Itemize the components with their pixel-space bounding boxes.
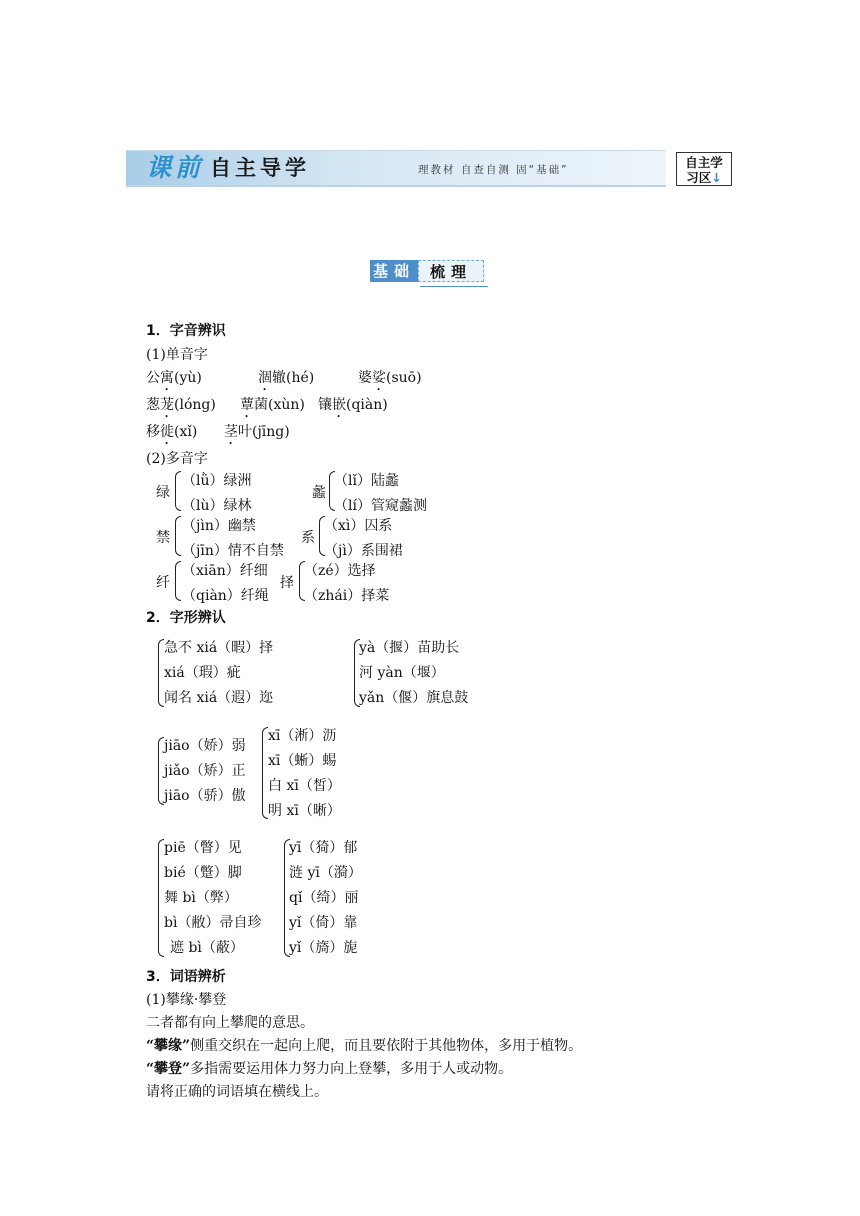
s3-line2-rest: 侧重交织在一起向上爬，而且要依附于其他物体，多用于植物。	[190, 1038, 583, 1054]
form-item: 舞 bì（弊）	[164, 890, 238, 906]
poly-char: 蠡	[312, 485, 326, 501]
s1-heading: 1．字音辨识	[146, 323, 226, 339]
header-banner	[126, 144, 734, 188]
form-item: yī（猗）郁	[289, 840, 358, 856]
brace	[175, 561, 181, 601]
item-pre: 镶	[318, 397, 332, 413]
item-pre: 公	[146, 370, 160, 386]
s1-sub2: (2)多音字	[146, 451, 208, 467]
form-item: qǐ（绮）丽	[289, 890, 359, 906]
mono-item	[358, 367, 422, 394]
form-item: bì（敝）帚自珍	[164, 915, 262, 931]
form-item: 遮 bì（蔽）	[170, 940, 244, 956]
s3-line1: 二者都有向上攀爬的意思。	[146, 1015, 314, 1031]
item-pinyin: (yù)	[174, 370, 202, 386]
form-item: 河 yàn（堰）	[359, 665, 445, 681]
brace	[175, 516, 181, 556]
banner-title: 自主导学	[210, 156, 310, 180]
s1-sub1: (1)单音字	[146, 347, 208, 363]
item-dotted: 茏	[160, 397, 174, 413]
item-pre: 葱	[146, 397, 160, 413]
form-item: 闻名 xiá（遐）迩	[164, 690, 274, 706]
item-pre: 菌	[254, 397, 268, 413]
form-item: 白 xī（皙）	[268, 778, 341, 794]
poly-char: 禁	[156, 530, 170, 546]
mono-item	[146, 394, 216, 421]
item-pinyin: (xǐ)	[174, 424, 198, 440]
banner-title-kqian: 课前	[146, 153, 205, 182]
item-pinyin: (qiàn)	[346, 397, 388, 413]
item-dotted: 嵌	[332, 397, 346, 413]
s3-line2	[146, 1035, 582, 1055]
poly-reading: （lǐ）陆蠡	[334, 473, 399, 489]
self-study-box	[676, 152, 732, 186]
item-dotted: 茎	[224, 424, 238, 440]
poly-reading: （lǜ）绿洲	[182, 473, 252, 489]
poly-char: 系	[301, 530, 315, 546]
form-item: yǐ（旖）旎	[289, 940, 358, 956]
item-pinyin: (hé)	[286, 370, 315, 386]
form-item: 涟 yī（漪）	[289, 865, 362, 881]
poly-char: 择	[280, 575, 294, 591]
item-dotted: 蕈	[240, 397, 254, 413]
poly-reading: （zé）选择	[304, 563, 376, 579]
form-item: xī（蜥）蜴	[268, 753, 337, 769]
item-dotted: 寓	[160, 370, 174, 386]
s3-sub1: (1)攀缘·攀登	[146, 992, 227, 1008]
mono-item	[146, 367, 202, 394]
item-pinyin: (jīng)	[252, 424, 290, 440]
form-item: xī（淅）沥	[268, 728, 337, 744]
poly-reading: （jì）系围裙	[324, 543, 403, 559]
form-item: yǐ（倚）靠	[289, 915, 358, 931]
mono-item	[240, 394, 305, 421]
item-dotted: 娑	[372, 370, 386, 386]
item-dotted: 涸	[258, 370, 272, 386]
s3-heading: 3．词语辨析	[146, 969, 226, 985]
mono-item	[146, 421, 197, 448]
poly-reading: （jīn）情不自禁	[182, 543, 284, 559]
s3-line4: 请将正确的词语填在横线上。	[146, 1084, 328, 1100]
item-dotted: 徙	[160, 424, 174, 440]
item-pre: 移	[146, 424, 160, 440]
item-pinyin: (lóng)	[174, 397, 216, 413]
section-label	[370, 260, 490, 288]
form-item: jiāo（娇）弱	[164, 738, 246, 754]
item-pinyin: (suō)	[386, 370, 422, 386]
mono-item	[258, 367, 314, 394]
term-pandeng: “攀登”	[146, 1061, 191, 1077]
poly-reading: （zhái）择菜	[304, 588, 390, 604]
form-item: 明 xī（晰）	[268, 803, 341, 819]
brace	[175, 471, 181, 511]
s3-line3-rest: 多指需要运用体力努力向上登攀，多用于人或动物。	[190, 1061, 513, 1077]
item-pre: 婆	[358, 370, 372, 386]
box-line1: 自主学	[685, 155, 723, 170]
poly-reading: （qiàn）纤绳	[182, 588, 269, 604]
section-label-part1: 基础	[370, 260, 418, 282]
form-item: xiá（瑕）疵	[164, 665, 241, 681]
down-arrow-icon: ↓	[711, 170, 722, 185]
poly-reading: （lí）管窥蠡测	[334, 498, 427, 514]
item-pre: 叶	[238, 424, 252, 440]
poly-reading: （jìn）幽禁	[182, 518, 256, 534]
section-label-part2: 梳理	[418, 260, 484, 282]
form-item: yǎn（偃）旗息鼓	[359, 690, 469, 706]
mono-item	[224, 421, 290, 448]
poly-reading: （lù）绿林	[182, 498, 252, 514]
banner-strip	[126, 150, 666, 187]
term-panyuan: “攀缘”	[146, 1038, 191, 1054]
poly-reading: （xiān）纤细	[182, 563, 268, 579]
box-line2-wrap	[677, 170, 731, 185]
form-item: bié（蹩）脚	[164, 865, 242, 881]
banner-tagline: 理教材 自查自测 固“基础”	[418, 164, 569, 176]
section-label-underline	[420, 286, 488, 287]
form-item: jiāo（骄）傲	[164, 788, 246, 804]
box-line2: 习区	[686, 170, 712, 185]
form-item: 急不 xiá（暇）择	[164, 640, 274, 656]
item-pre: 辙	[272, 370, 286, 386]
form-item: yà（揠）苗助长	[359, 640, 460, 656]
form-item: jiǎo（矫）正	[164, 763, 246, 779]
poly-char: 绿	[156, 485, 170, 501]
s3-line3	[146, 1058, 512, 1078]
item-pinyin: (xùn)	[268, 397, 305, 413]
s2-heading: 2．字形辨认	[146, 610, 226, 626]
mono-item	[318, 394, 388, 421]
poly-char: 纤	[156, 575, 170, 591]
form-item: piē（瞥）见	[164, 840, 242, 856]
poly-reading: （xì）囚系	[324, 518, 393, 534]
